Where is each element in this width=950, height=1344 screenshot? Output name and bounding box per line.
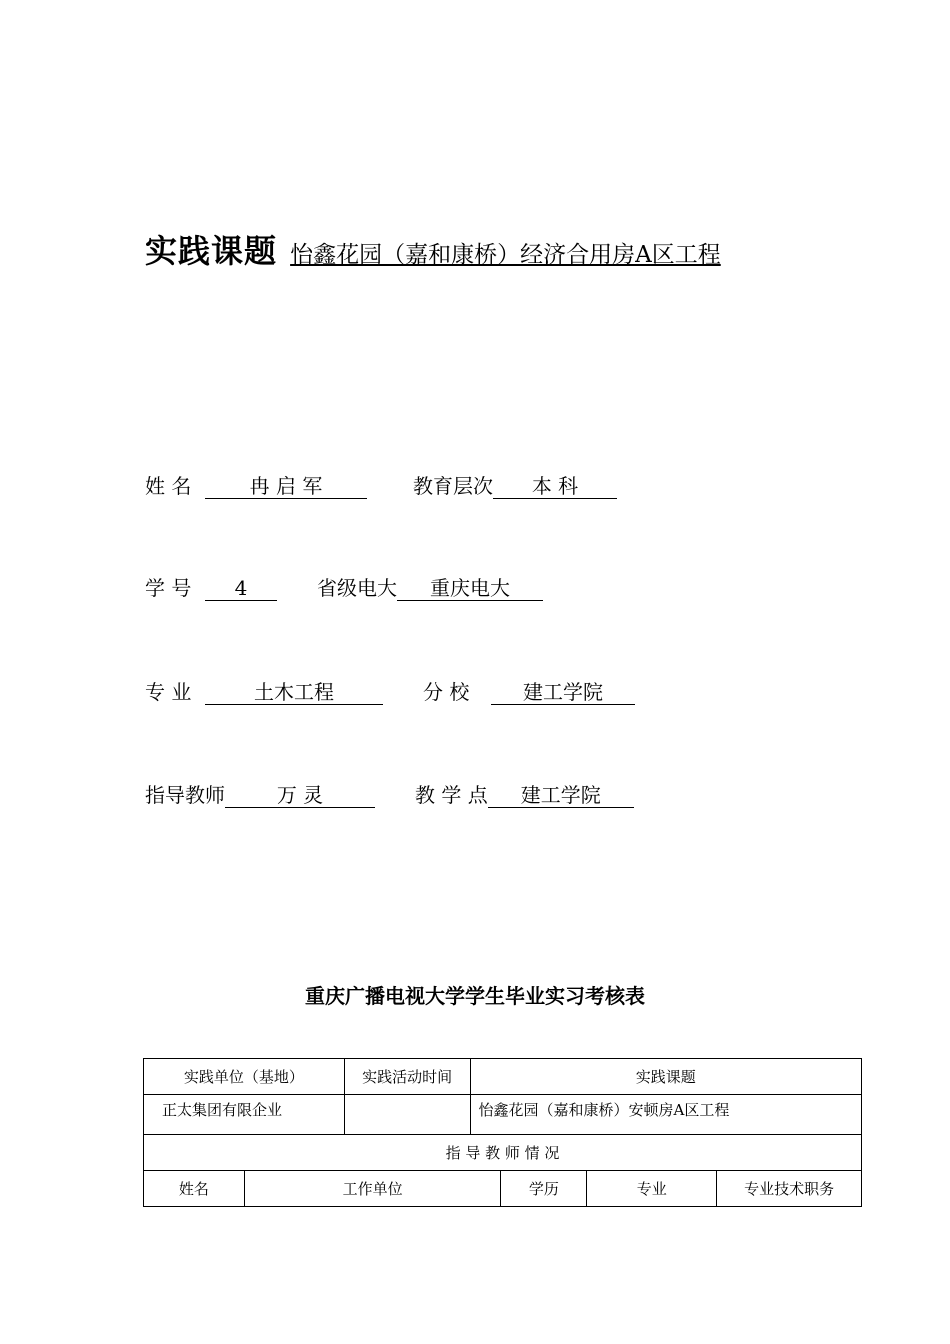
edu-value: 本 科	[493, 474, 617, 499]
assessment-table	[143, 1058, 862, 1207]
field-row-name	[145, 470, 617, 499]
name-label: 姓 名	[145, 474, 192, 498]
teacher-value: 万 灵	[225, 783, 375, 808]
header-time: 实践活动时间	[344, 1059, 470, 1095]
teacher-label: 指导教师	[145, 783, 225, 807]
name-value: 冉 启 军	[205, 474, 367, 499]
id-value: 4	[205, 576, 277, 601]
prov-value: 重庆电大	[397, 576, 543, 601]
cell-unit: 正太集团有限企业	[144, 1095, 345, 1135]
cover-title-row	[145, 226, 721, 272]
header-unit: 实践单位（基地）	[144, 1059, 345, 1095]
major-label: 专 业	[145, 680, 192, 704]
branch-value: 建工学院	[491, 680, 635, 705]
title-value: 怡鑫花园（嘉和康桥）经济合用房A区工程	[290, 242, 721, 268]
table-header-row	[144, 1059, 862, 1095]
field-row-major	[145, 676, 635, 705]
table-row	[144, 1095, 862, 1135]
cell-topic: 怡鑫花园（嘉和康桥）安顿房A区工程	[470, 1095, 861, 1135]
col-title: 专业技术职务	[717, 1171, 862, 1207]
edu-label: 教育层次	[413, 474, 493, 498]
major-value: 土木工程	[205, 680, 383, 705]
col-edu: 学历	[501, 1171, 587, 1207]
branch-label: 分 校	[423, 680, 470, 704]
cell-time	[344, 1095, 470, 1135]
table-section-row	[144, 1135, 862, 1171]
point-value: 建工学院	[488, 783, 634, 808]
section-teacher: 指 导 教 师 情 况	[144, 1135, 862, 1171]
id-label: 学 号	[145, 576, 192, 600]
field-row-teacher	[145, 779, 634, 808]
header-topic: 实践课题	[470, 1059, 861, 1095]
prov-label: 省级电大	[317, 576, 397, 600]
field-row-id	[145, 572, 543, 601]
teacher-header-row	[144, 1171, 862, 1207]
col-major: 专业	[587, 1171, 717, 1207]
col-name: 姓名	[144, 1171, 245, 1207]
col-work: 工作单位	[244, 1171, 501, 1207]
point-label: 教 学 点	[415, 783, 488, 807]
title-label: 实践课题	[145, 232, 278, 270]
form-title: 重庆广播电视大学学生毕业实习考核表	[305, 984, 645, 1008]
